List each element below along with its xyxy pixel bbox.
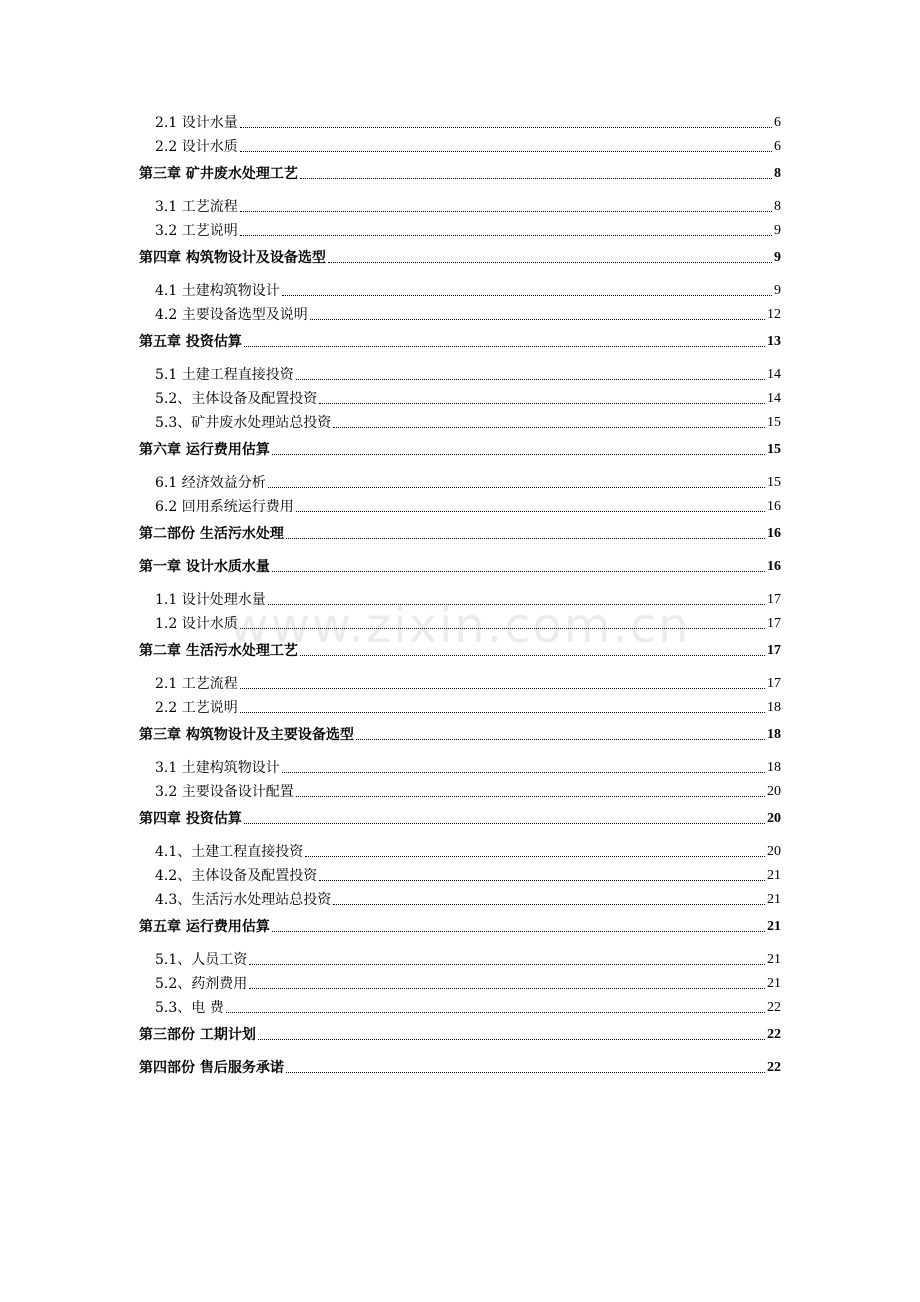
toc-entry-title: 2.2 工艺说明 bbox=[155, 700, 238, 716]
toc-page-number: 15 bbox=[767, 475, 781, 490]
dot-leader bbox=[286, 1072, 765, 1073]
toc-chapter-entry[interactable] bbox=[139, 642, 781, 660]
dot-leader bbox=[333, 904, 765, 905]
toc-entry-title: 4.2、主体设备及配置投资 bbox=[155, 868, 318, 884]
dot-leader bbox=[249, 964, 765, 965]
toc-entry-title: 5.2、主体设备及配置投资 bbox=[155, 391, 318, 407]
dot-leader bbox=[296, 379, 765, 380]
toc-page-number: 17 bbox=[767, 592, 781, 607]
toc-entry-title: 3.1 土建构筑物设计 bbox=[155, 760, 280, 776]
toc-section-entry[interactable] bbox=[155, 414, 781, 432]
dot-leader bbox=[300, 655, 765, 656]
toc-page-number: 17 bbox=[767, 643, 781, 658]
toc-entry-title: 第五章 运行费用估算 bbox=[139, 919, 270, 935]
toc-section-entry[interactable] bbox=[155, 843, 781, 861]
toc-page-number: 15 bbox=[767, 442, 781, 457]
toc-page-number: 8 bbox=[774, 199, 781, 214]
toc-entry-title: 5.1 土建工程直接投资 bbox=[155, 367, 294, 383]
toc-page-number: 17 bbox=[767, 676, 781, 691]
toc-entry-title: 第二章 生活污水处理工艺 bbox=[139, 643, 298, 659]
toc-page-number: 21 bbox=[767, 892, 781, 907]
toc-entry-title: 第四部份 售后服务承诺 bbox=[139, 1060, 284, 1076]
toc-entry-title: 4.1 土建构筑物设计 bbox=[155, 283, 280, 299]
toc-section-entry[interactable] bbox=[155, 999, 781, 1017]
toc-chapter-entry[interactable] bbox=[139, 333, 781, 351]
toc-section-entry[interactable] bbox=[155, 699, 781, 717]
toc-page-number: 14 bbox=[767, 367, 781, 382]
dot-leader bbox=[296, 796, 765, 797]
toc-page-number: 22 bbox=[767, 1060, 781, 1075]
toc-chapter-entry[interactable] bbox=[139, 165, 781, 183]
toc-section-entry[interactable] bbox=[155, 366, 781, 384]
toc-entry-title: 第一章 设计水质水量 bbox=[139, 559, 270, 575]
toc-page-number: 18 bbox=[767, 700, 781, 715]
toc-section-entry[interactable] bbox=[155, 783, 781, 801]
toc-entry-title: 4.3、生活污水处理站总投资 bbox=[155, 892, 332, 908]
toc-section-entry[interactable] bbox=[155, 759, 781, 777]
dot-leader bbox=[319, 880, 765, 881]
toc-page-number: 21 bbox=[767, 868, 781, 883]
toc-page-number: 20 bbox=[767, 811, 781, 826]
dot-leader bbox=[300, 178, 772, 179]
dot-leader bbox=[333, 427, 765, 428]
toc-page-number: 6 bbox=[774, 139, 781, 154]
dot-leader bbox=[240, 688, 765, 689]
toc-chapter-entry[interactable] bbox=[139, 249, 781, 267]
toc-page-number: 16 bbox=[767, 526, 781, 541]
toc-section-entry[interactable] bbox=[155, 198, 781, 216]
toc-page-number: 22 bbox=[767, 1000, 781, 1015]
dot-leader bbox=[258, 1039, 765, 1040]
toc-entry-title: 第五章 投资估算 bbox=[139, 334, 242, 350]
toc-section-entry[interactable] bbox=[155, 498, 781, 516]
toc-entry-title: 6.2 回用系统运行费用 bbox=[155, 499, 294, 515]
table-of-contents bbox=[139, 114, 781, 1092]
dot-leader bbox=[240, 151, 772, 152]
dot-leader bbox=[268, 487, 765, 488]
toc-entry-title: 4.2 主要设备选型及说明 bbox=[155, 307, 308, 323]
dot-leader bbox=[244, 346, 765, 347]
toc-chapter-entry[interactable] bbox=[139, 810, 781, 828]
toc-chapter-entry[interactable] bbox=[139, 1026, 781, 1044]
dot-leader bbox=[268, 604, 765, 605]
toc-entry-title: 4.1、土建工程直接投资 bbox=[155, 844, 304, 860]
toc-entry-title: 第六章 运行费用估算 bbox=[139, 442, 270, 458]
toc-page-number: 22 bbox=[767, 1027, 781, 1042]
toc-entry-title: 第二部份 生活污水处理 bbox=[139, 526, 284, 542]
dot-leader bbox=[272, 571, 765, 572]
toc-section-entry[interactable] bbox=[155, 615, 781, 633]
toc-section-entry[interactable] bbox=[155, 138, 781, 156]
toc-entry-title: 5.3、矿井废水处理站总投资 bbox=[155, 415, 332, 431]
toc-page-number: 8 bbox=[774, 166, 781, 181]
dot-leader bbox=[328, 262, 772, 263]
toc-section-entry[interactable] bbox=[155, 114, 781, 132]
toc-entry-title: 3.1 工艺流程 bbox=[155, 199, 238, 215]
toc-page-number: 18 bbox=[767, 727, 781, 742]
toc-page-number: 17 bbox=[767, 616, 781, 631]
dot-leader bbox=[305, 856, 765, 857]
toc-section-entry[interactable] bbox=[155, 891, 781, 909]
toc-page-number: 9 bbox=[774, 250, 781, 265]
dot-leader bbox=[296, 511, 765, 512]
dot-leader bbox=[310, 319, 765, 320]
toc-entry-title: 第四章 投资估算 bbox=[139, 811, 242, 827]
toc-entry-title: 6.1 经济效益分析 bbox=[155, 475, 266, 491]
toc-entry-title: 1.2 设计水质 bbox=[155, 616, 238, 632]
toc-entry-title: 第三章 构筑物设计及主要设备选型 bbox=[139, 727, 354, 743]
toc-section-entry[interactable] bbox=[155, 591, 781, 609]
toc-chapter-entry[interactable] bbox=[139, 1059, 781, 1077]
toc-entry-title: 3.2 工艺说明 bbox=[155, 223, 238, 239]
dot-leader bbox=[240, 211, 772, 212]
toc-entry-title: 3.2 主要设备设计配置 bbox=[155, 784, 294, 800]
toc-page-number: 21 bbox=[767, 976, 781, 991]
dot-leader bbox=[226, 1012, 765, 1013]
toc-chapter-entry[interactable] bbox=[139, 726, 781, 744]
toc-page-number: 6 bbox=[774, 115, 781, 130]
watermark: www.zixin.com.cn bbox=[229, 598, 691, 654]
dot-leader bbox=[272, 931, 765, 932]
toc-chapter-entry[interactable] bbox=[139, 441, 781, 459]
toc-section-entry[interactable] bbox=[155, 306, 781, 324]
toc-entry-title: 第三章 矿井废水处理工艺 bbox=[139, 166, 298, 182]
toc-section-entry[interactable] bbox=[155, 282, 781, 300]
toc-section-entry[interactable] bbox=[155, 222, 781, 240]
toc-section-entry[interactable] bbox=[155, 675, 781, 693]
toc-entry-title: 2.1 设计水量 bbox=[155, 115, 238, 131]
dot-leader bbox=[240, 235, 772, 236]
toc-page-number: 13 bbox=[767, 334, 781, 349]
toc-page-number: 21 bbox=[767, 952, 781, 967]
dot-leader bbox=[240, 127, 772, 128]
toc-chapter-entry[interactable] bbox=[139, 918, 781, 936]
toc-page-number: 21 bbox=[767, 919, 781, 934]
toc-page-number: 15 bbox=[767, 415, 781, 430]
toc-page-number: 9 bbox=[774, 223, 781, 238]
dot-leader bbox=[240, 628, 765, 629]
toc-entry-title: 2.1 工艺流程 bbox=[155, 676, 238, 692]
toc-page-number: 20 bbox=[767, 784, 781, 799]
dot-leader bbox=[244, 823, 765, 824]
toc-entry-title: 第四章 构筑物设计及设备选型 bbox=[139, 250, 326, 266]
toc-chapter-entry[interactable] bbox=[139, 525, 781, 543]
toc-entry-title: 1.1 设计处理水量 bbox=[155, 592, 266, 608]
toc-section-entry[interactable] bbox=[155, 951, 781, 969]
toc-page-number: 12 bbox=[767, 307, 781, 322]
toc-page-number: 9 bbox=[774, 283, 781, 298]
toc-entry-title: 2.2 设计水质 bbox=[155, 139, 238, 155]
toc-section-entry[interactable] bbox=[155, 390, 781, 408]
toc-section-entry[interactable] bbox=[155, 867, 781, 885]
toc-entry-title: 5.1、人员工资 bbox=[155, 952, 248, 968]
toc-page-number: 14 bbox=[767, 391, 781, 406]
toc-page-number: 16 bbox=[767, 559, 781, 574]
dot-leader bbox=[249, 988, 765, 989]
toc-entry-title: 5.3、电 费 bbox=[155, 1000, 224, 1016]
toc-entry-title: 第三部份 工期计划 bbox=[139, 1027, 256, 1043]
dot-leader bbox=[356, 739, 765, 740]
dot-leader bbox=[240, 712, 765, 713]
toc-page-number: 18 bbox=[767, 760, 781, 775]
dot-leader bbox=[272, 454, 765, 455]
dot-leader bbox=[282, 295, 772, 296]
toc-page-number: 16 bbox=[767, 499, 781, 514]
toc-page-number: 20 bbox=[767, 844, 781, 859]
toc-chapter-entry[interactable] bbox=[139, 558, 781, 576]
toc-section-entry[interactable] bbox=[155, 975, 781, 993]
dot-leader bbox=[286, 538, 765, 539]
toc-entry-title: 5.2、药剂费用 bbox=[155, 976, 248, 992]
toc-section-entry[interactable] bbox=[155, 474, 781, 492]
dot-leader bbox=[282, 772, 765, 773]
dot-leader bbox=[319, 403, 765, 404]
